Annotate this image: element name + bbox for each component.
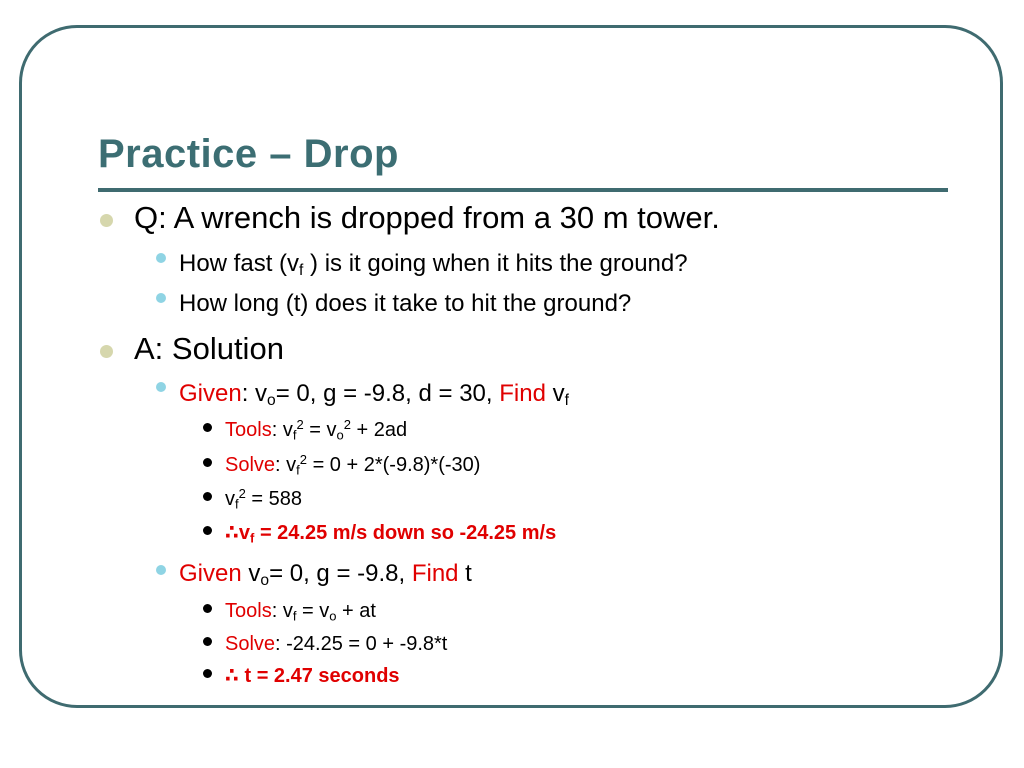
- bullet-l3-icon: [203, 526, 212, 535]
- therefore-icon: ∴: [225, 522, 239, 544]
- question-sub-speed: How fast ($v_f$ ) is it going when it hits the ground?: [179, 250, 688, 279]
- question-sub-time: How long (t) does it take to hit the ground?: [179, 290, 632, 317]
- final-answer-1: $\therefore v_f = 24.25$ m/s down so -24.25 m/s: [225, 522, 557, 546]
- bullet-l3-icon: [203, 637, 212, 646]
- solve-line-2: Solve: -24.25 = 0 + -9.8*t: [225, 633, 448, 655]
- question-text: Q: A wrench is dropped from a 30 m tower.: [134, 200, 720, 235]
- bullet-l2-icon: [156, 565, 166, 575]
- bullet-l3-icon: [203, 458, 212, 467]
- given-line-2: Given $v_o= 0$, g = -9.8, Find t: [179, 560, 472, 589]
- result-line-1: $v_f^2 = 588$: [225, 485, 303, 512]
- given-line-1: Given: $v_o= 0$, g = -9.8, d = 30, Find $v_f$: [179, 380, 569, 409]
- bullet-l1-icon: [100, 214, 113, 227]
- bullet-l2-icon: [156, 293, 166, 303]
- bullet-l1-icon: [100, 345, 113, 358]
- bullet-l3-icon: [203, 604, 212, 613]
- solve-line-1: Solve: $v_f^2 = 0 + 2*(-9.8)*(-30)$: [225, 451, 481, 478]
- title-underline: [98, 188, 948, 192]
- therefore-icon: ∴: [225, 665, 239, 687]
- bullet-l3-icon: [203, 423, 212, 432]
- bullet-l3-icon: [203, 669, 212, 678]
- tools-line-1: Tools: $v_f^2 = v_o^2 + 2ad$: [225, 416, 408, 443]
- bullet-l2-icon: [156, 382, 166, 392]
- final-answer-2: ∴ t = 2.47 seconds: [225, 665, 400, 687]
- bullet-l3-icon: [203, 492, 212, 501]
- bullet-l2-icon: [156, 253, 166, 263]
- answer-text: A: Solution: [134, 331, 284, 366]
- tools-line-2: Tools: $v_f = v_o$ + at: [225, 600, 376, 624]
- slide-title: Practice – Drop: [98, 132, 399, 176]
